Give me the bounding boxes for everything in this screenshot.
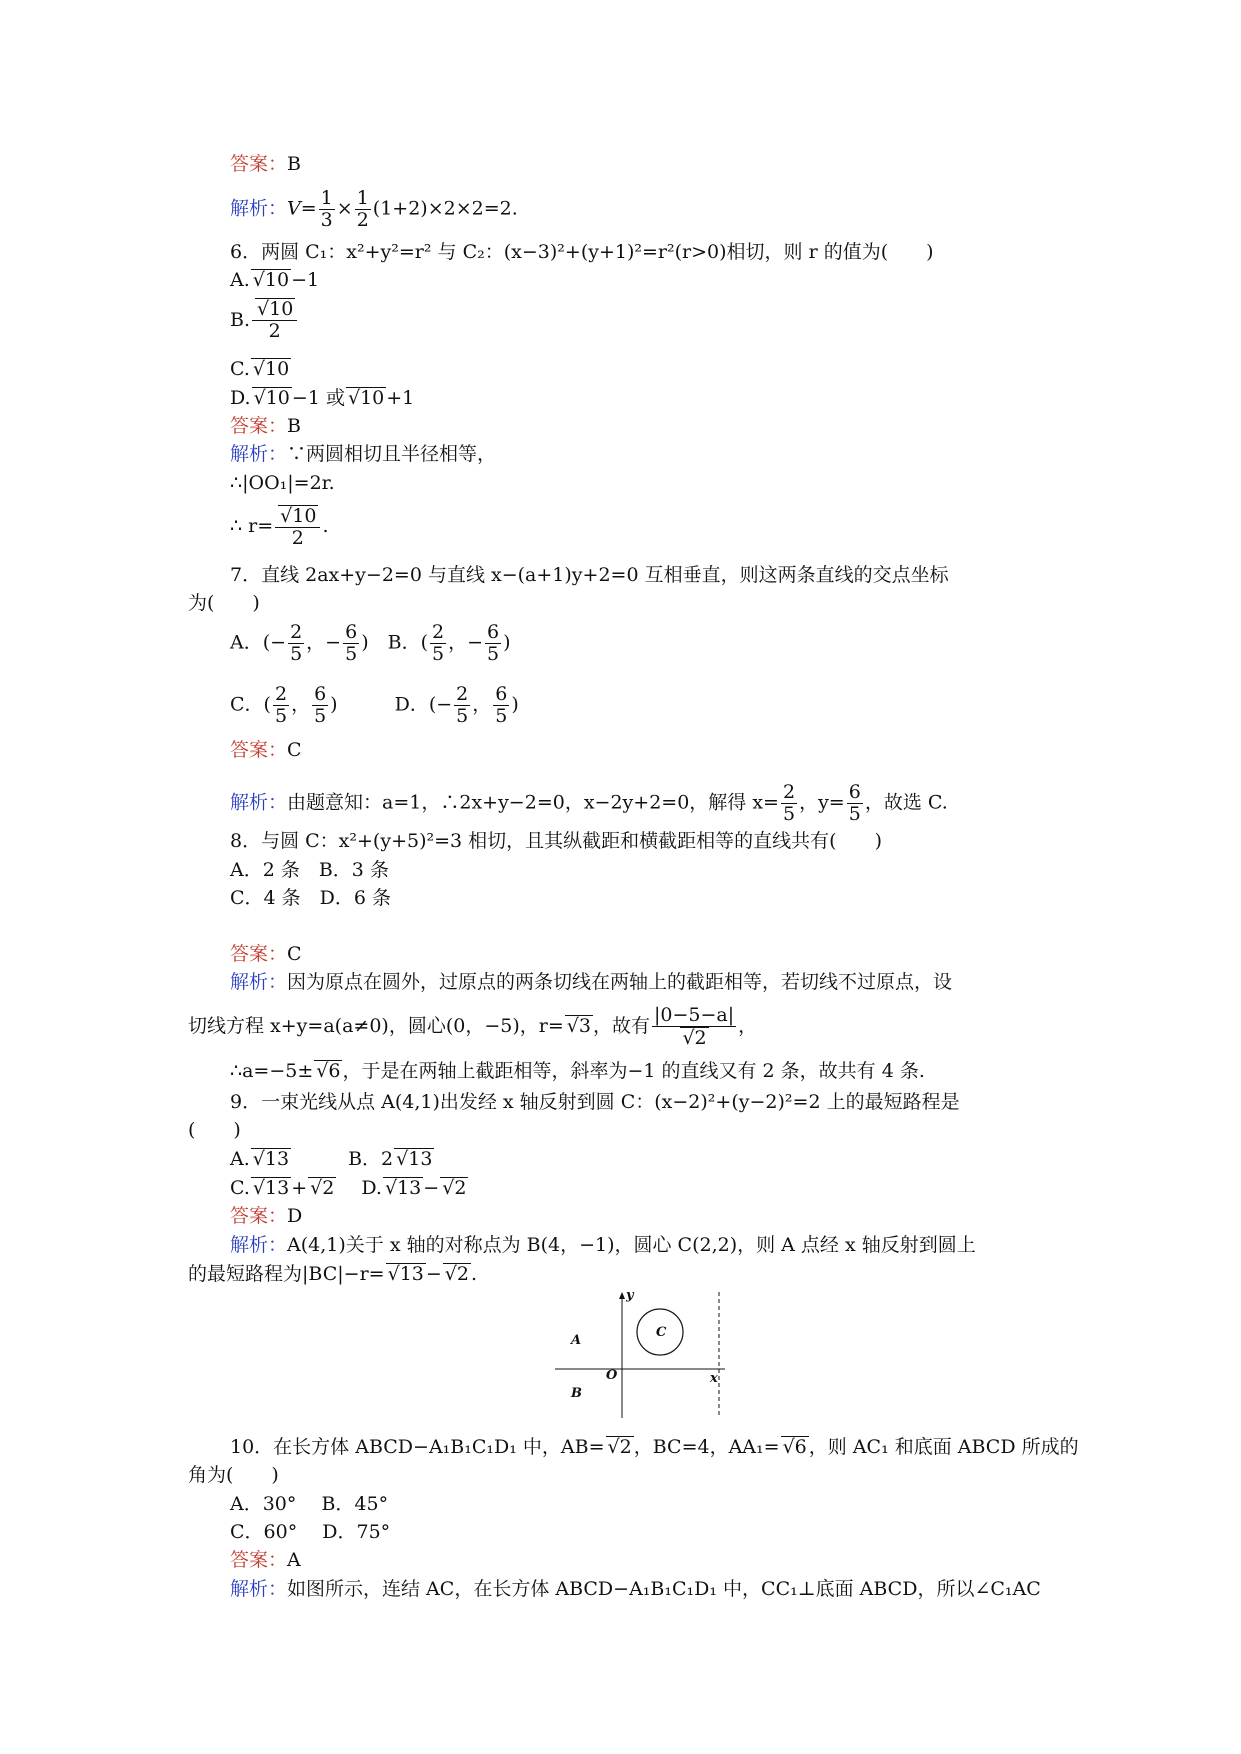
- q9-options-ab: A.√ 13 B．2√ 13: [230, 1146, 434, 1172]
- q6-answer: 答案：B: [230, 415, 301, 437]
- q9-stem-2: ( ): [188, 1119, 241, 1141]
- q9-stem-1: 9．一束光线从点 A(4,1)出发经 x 轴反射到圆 C：(x−2)²+(y−2)²=2 上的最短路程是: [230, 1091, 960, 1113]
- fig-label-b: B: [571, 1386, 582, 1401]
- q8-options-ab: A．2 条 B．3 条: [230, 859, 389, 881]
- explain-label: 解析：: [230, 197, 288, 220]
- fraction-one-third: $\frac{1}{3}$: [320, 187, 333, 231]
- q9-options-cd: C.√ 13 +√ 2 D.√ 13 −√ 2: [230, 1175, 468, 1201]
- formula-tail: (1+2)×2×2=2.: [372, 197, 518, 220]
- answer-value: B: [287, 153, 301, 175]
- q8-options-cd: C．4 条 D．6 条: [230, 887, 392, 909]
- q10-stem-2: 角为( ): [188, 1464, 279, 1486]
- q5-explanation: 解析：V= $\frac{1}{3}$ × $\frac{1}{2}$ (1+2)×2×2=2.: [230, 187, 518, 231]
- q6-stem: 6．两圆 C₁：x²+y²=r² 与 C₂：(x−3)²+(y+1)²=r²(r>0)相切，则 r 的值为( ): [230, 241, 934, 263]
- formula-prefix: V=: [287, 197, 317, 220]
- y-axis-arrow: [619, 1292, 625, 1299]
- q7-stem-2: 为( ): [188, 592, 260, 614]
- q9-explanation-1: 解析：A(4,1)关于 x 轴的对称点为 B(4，−1)，圆心 C(2,2)，则 A 点经 x 轴反射到圆上: [230, 1234, 976, 1256]
- q8-answer: 答案：C: [230, 943, 302, 965]
- q10-options-cd: C．60° D．75°: [230, 1521, 391, 1543]
- q7-explanation: 解析：由题意知：a=1，∴2x+y−2=0，x−2y+2=0，解得 x= $\frac{2}{5}$ ，y= $\frac{6}{5}$ ，故选 C.: [230, 781, 948, 825]
- q10-answer: 答案：A: [230, 1549, 301, 1571]
- q7-options-cd: C．( $\frac{2}{5}$ ， $\frac{6}{5}$ ) D．(− $\frac{2}{5}$ ， $\frac{6}{5}$ ): [230, 683, 519, 727]
- q6-explanation-3: ∴ r= √ $\frac{10}{2}$ .: [230, 505, 328, 549]
- q5-answer: [230, 151, 301, 177]
- q8-explanation-1: 解析：因为原点在圆外，过原点的两条切线在两轴上的截距相等，若切线不过原点，设: [230, 971, 953, 993]
- q10-explanation: 解析：如图所示，连结 AC，在长方体 ABCD−A₁B₁C₁D₁ 中，CC₁⊥底面 ABCD，所以∠C₁AC: [230, 1578, 1041, 1600]
- fig-label-y: y: [626, 1288, 634, 1303]
- q6-option-c: C.√ 10: [230, 356, 291, 382]
- q9-explanation-2: 的最短路程为|BC|−r=√ 13 −√ 2 .: [188, 1261, 477, 1287]
- q10-stem-1: 10．在长方体 ABCD−A₁B₁C₁D₁ 中，AB=√ 2 ，BC=4，AA₁=√ 6 ，则 AC₁ 和底面 ABCD 所成的: [230, 1434, 1079, 1460]
- q10-options-ab: A．30° B．45°: [230, 1493, 389, 1515]
- q7-stem-1: 7．直线 2ax+y−2=0 与直线 x−(a+1)y+2=0 互相垂直，则这两条直线的交点坐标: [230, 564, 949, 586]
- q6-option-a: A.√ 10 −1: [230, 267, 319, 293]
- fraction-one-half: $\frac{1}{2}$: [356, 187, 369, 231]
- q7-answer: 答案：C: [230, 739, 302, 761]
- q8-stem: 8．与圆 C：x²+(y+5)²=3 相切，且其纵截距和横截距相等的直线共有( ): [230, 830, 882, 852]
- q6-option-d: D.√ 10 −1 或√ 10 +1: [230, 385, 414, 411]
- q6-option-b: B. √ $\frac{10}{2}$: [230, 298, 299, 342]
- q6-explanation-1: 解析：∵两圆相切且半径相等，: [230, 443, 497, 465]
- fig-label-o: O: [606, 1368, 618, 1383]
- fig-label-a: A: [571, 1333, 582, 1348]
- q6-explanation-2: ∴|OO₁|=2r.: [230, 472, 335, 494]
- fig-label-x: x: [710, 1371, 718, 1386]
- q8-explanation-2: 切线方程 x+y=a(a≠0)，圆心(0，−5)，r=√ 3 ，故有 |0−5−a| √ 2 ，: [188, 1005, 757, 1049]
- fig-label-c: C: [656, 1325, 667, 1340]
- q7-options-ab: A．(− $\frac{2}{5}$ ，− $\frac{6}{5}$ ) B．( $\frac{2}{5}$ ，− $\frac{6}{5}$ ): [230, 621, 511, 665]
- reflection-diagram: [555, 1290, 735, 1420]
- q9-answer: 答案：D: [230, 1205, 303, 1227]
- answer-label: 答案：: [230, 153, 288, 175]
- q8-explanation-3: ∴a=−5±√ 6 ，于是在两轴上截距相等，斜率为−1 的直线又有 2 条，故共有 4 条.: [230, 1058, 925, 1084]
